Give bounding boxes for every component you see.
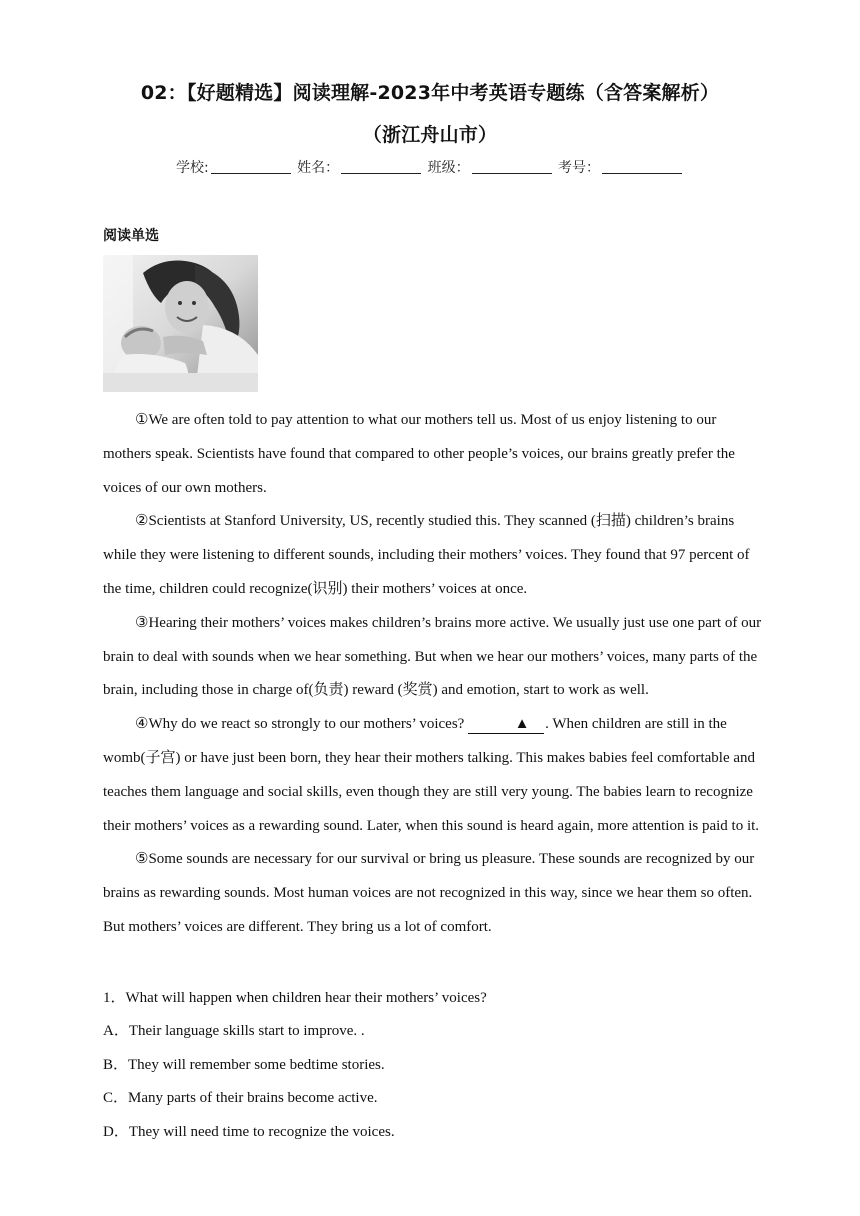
paragraph-4-end: . When children are still in the womb(子宫) or have just been born, they hear their mothers talking. This makes babies feel comfortable and teaches them language and social skills, even though they are still very young. The babies learn to recognize their mothers’ voices as a rewarding sound. Later, when this sound is heard again, more attention is paid to it. xyxy=(103,716,760,834)
class-field[interactable] xyxy=(472,159,552,174)
paragraph-4 xyxy=(103,708,763,843)
paragraph-4-start: ④Why do we react so strongly to our mothers’ voices? xyxy=(135,716,469,733)
section-title: 阅读单选 xyxy=(103,228,159,244)
answer-blank[interactable]: ▲ xyxy=(468,715,544,734)
paragraph-2: ②Scientists at Stanford University, US, recently studied this. They scanned (扫描) children’s brains while they were listening to different sounds, including their mothers’ voices. They found that 97 percent of the time, children could recognize(识别) their mothers’ voices at once. xyxy=(103,513,750,597)
class-label: 班级： xyxy=(427,160,470,176)
student-info-line xyxy=(60,157,800,177)
paragraph-1: ①We are often told to pay attention to what our mothers tell us. Most of us enjoy listening to our mothers speak. Scientists have found that compared to other people’s voices, our brains greatly prefer the voices of our own mothers. xyxy=(103,412,735,496)
school-field[interactable] xyxy=(211,159,291,174)
name-field[interactable] xyxy=(341,159,421,174)
name-label: 姓名： xyxy=(297,160,340,176)
paragraph-5: ⑤Some sounds are necessary for our survival or bring us pleasure. These sounds are recognized by our brains as rewarding sounds. Most human voices are not recognized in this way, since we hear them so often. But mothers’ voices are different. They bring us a lot of comfort. xyxy=(103,851,755,935)
question-1-option-c[interactable]: C．Many parts of their brains become active. xyxy=(103,1090,378,1106)
document-title: 02：【好题精选】阅读理解-2023年中考英语专题练（含答案解析） xyxy=(140,82,720,104)
school-label: 学校: xyxy=(175,160,209,176)
question-1-option-a[interactable]: A．Their language skills start to improve. . xyxy=(103,1023,365,1039)
mother-baby-photo xyxy=(103,255,258,392)
exam-number-label: 考号： xyxy=(558,160,601,176)
question-1-option-d[interactable]: D．They will need time to recognize the voices. xyxy=(103,1124,395,1140)
question-1-stem: 1．What will happen when children hear their mothers’ voices? xyxy=(103,990,487,1006)
mother-baby-illustration xyxy=(103,255,258,392)
document-subtitle: （浙江舟山市） xyxy=(362,124,498,146)
question-1-option-b[interactable]: B．They will remember some bedtime stories. xyxy=(103,1057,385,1073)
paragraph-3: ③Hearing their mothers’ voices makes children’s brains more active. We usually just use one part of our brain to deal with sounds when we hear something. But when we hear our mothers’ voices, many parts of the brain, including those in charge of(负责) reward (奖赏) and emotion, start to work as well. xyxy=(103,614,762,699)
exam-number-field[interactable] xyxy=(602,159,682,174)
reading-passage xyxy=(103,404,763,945)
